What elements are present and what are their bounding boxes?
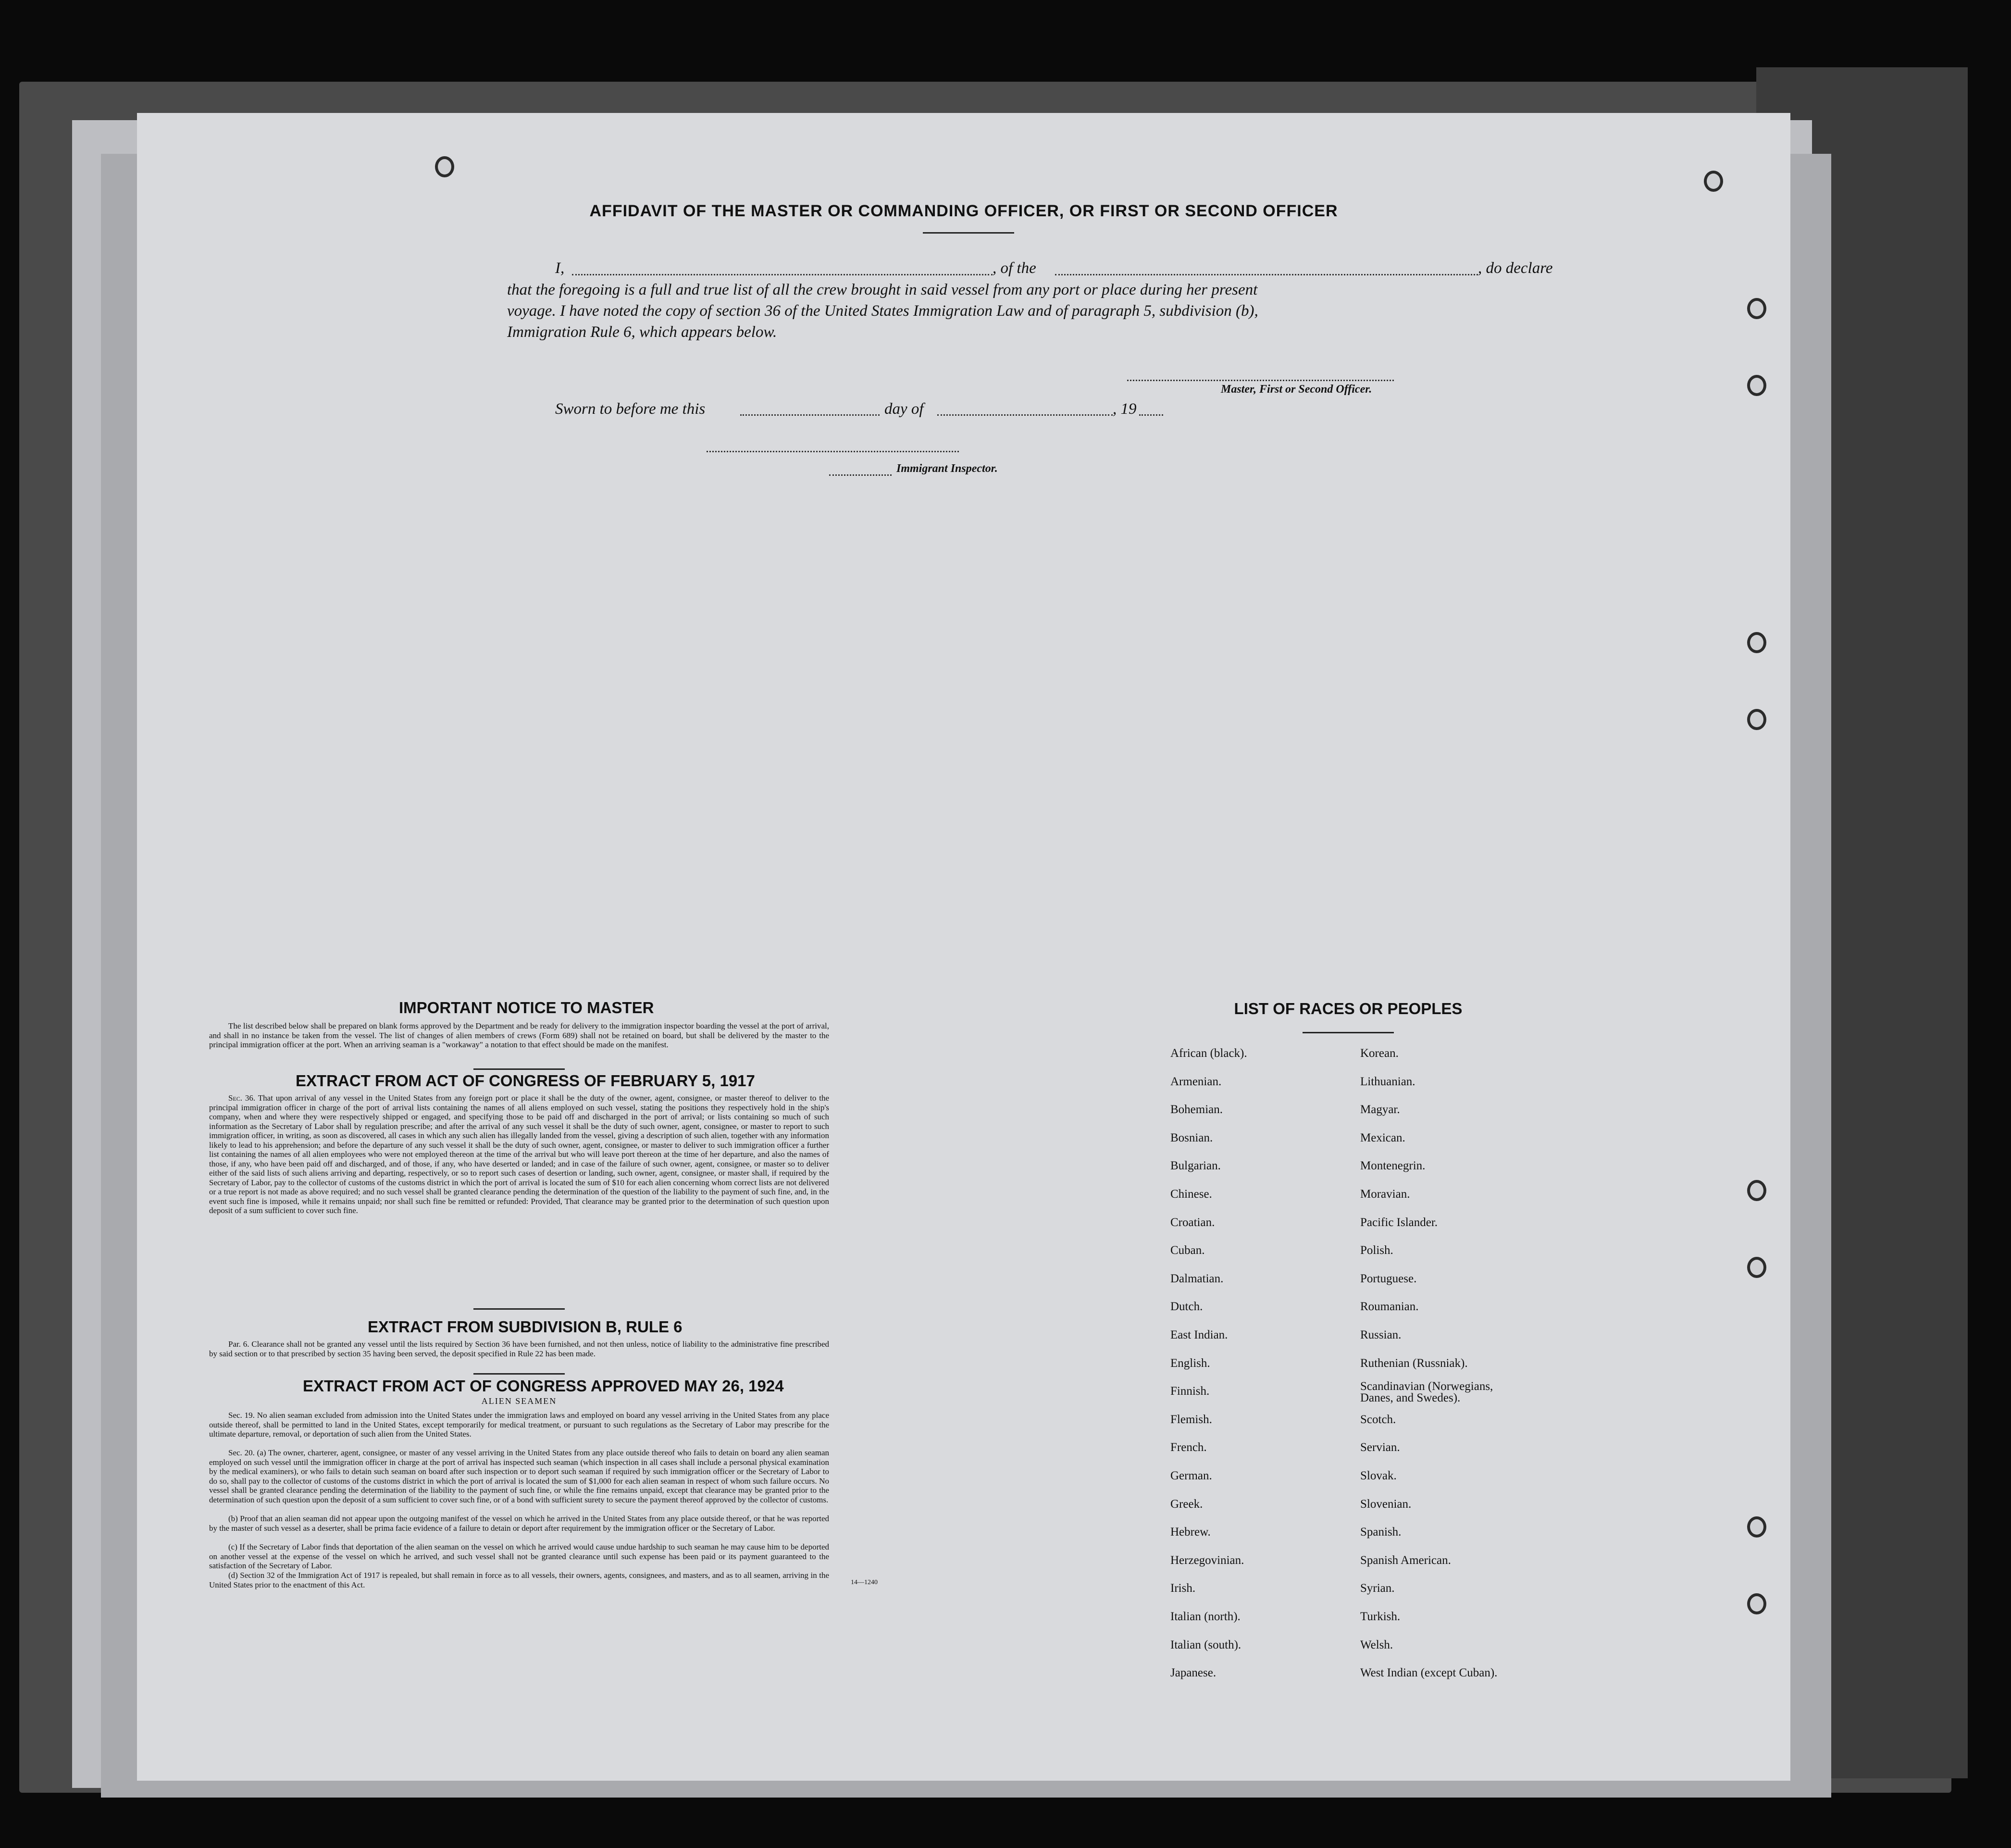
rule6-text: Par. 6. Clearance shall not be granted any vessel until the lists required by Section 36 have been furnished, and not then unless, notice of liability to the administrative fine prescribed by said section or to that prescribed by section 35 having been served, the deposit specified in Rule 22 has been made.: [209, 1339, 829, 1358]
race-item: Magyar.: [1360, 1103, 1400, 1116]
sec-20c-text: (c) If the Secretary of Labor finds that deportation of the alien seaman on the vessel on which he arrived would cause undue hardship to such seaman he may cause him to be deported on another vessel at the expense of the vessel on which he arrived, and such vessel shall not be granted clearance until such expense has been paid or its payment guaranteed to the satisfaction of the Secretary of Labor.: [209, 1542, 829, 1570]
sworn-year-field[interactable]: [1139, 414, 1163, 416]
race-item: Welsh.: [1360, 1638, 1393, 1651]
race-item: East Indian.: [1170, 1328, 1228, 1341]
race-item: Spanish.: [1360, 1526, 1402, 1539]
binding-hole-icon: [1747, 298, 1766, 319]
race-item: Mexican.: [1360, 1131, 1405, 1144]
extract-1917-title: EXTRACT FROM ACT OF CONGRESS OF FEBRUARY 5, 1917: [296, 1072, 755, 1090]
extract-1924-title: EXTRACT FROM ACT OF CONGRESS APPROVED MAY 26, 1924: [303, 1377, 784, 1395]
race-item: Finnish.: [1170, 1385, 1210, 1398]
sec-20d-text: (d) Section 32 of the Immigration Act of 1917 is repealed, but shall remain in force as to all vessels, their owners, agents, consignees, and masters, and as to all seamen, arriving in the United States prior to the enactment of this Act.: [209, 1571, 829, 1589]
race-item: Croatian.: [1170, 1215, 1215, 1229]
race-item: Greek.: [1170, 1497, 1203, 1511]
race-item: Lithuanian.: [1360, 1075, 1415, 1088]
race-item: Scotch.: [1360, 1413, 1396, 1426]
race-item: Slovak.: [1360, 1469, 1397, 1482]
extract-1917-divider: [473, 1308, 565, 1310]
sworn-day-field[interactable]: [740, 414, 880, 416]
race-item: Bulgarian.: [1170, 1159, 1221, 1173]
affidavit-line-3: voyage. I have noted the copy of section 36 of the United States Immigration Law and of paragraph 5, subdivision (b),: [507, 302, 1258, 320]
name-field[interactable]: [572, 274, 993, 275]
race-item: Pacific Islander.: [1360, 1215, 1438, 1229]
race-item: Herzegovinian.: [1170, 1553, 1244, 1567]
race-item: Russian.: [1360, 1328, 1402, 1341]
race-item: Spanish American.: [1360, 1553, 1451, 1567]
race-item: Dalmatian.: [1170, 1272, 1224, 1285]
binding-hole-icon: [1704, 171, 1723, 192]
sec-20a-text: Sec. 20. (a) The owner, charterer, agent, consignee, or master of any vessel arriving in the United States from any place outside thereof who fails to detain on board any alien seaman employed on such vessel until the immigration officer in charge at the port of arrival has inspected such seaman (which inspection in all cases shall include a personal physical examination by the medical examiners), or who fails to detain such seaman on board after such inspection or to deport such seaman if required by such immigration officer or the Secretary of Labor to do so, shall pay to the collector of customs of the customs district in which the port of arrival is located the sum of $1,000 for each alien seaman in respect of whom such failure occurs. No vessel shall be granted clearance pending the determination of the liability to the payment of such fine, or while the fine remains unpaid, except that clearance may be granted prior to the determination of such question upon the deposit of a sum sufficient to cover such fine, or of a bond with sufficient surety to secure the payment thereof approved by the collector of customs.: [209, 1448, 829, 1504]
inspector-signature-field[interactable]: [707, 451, 959, 452]
races-title-underline: [1303, 1032, 1394, 1033]
binding-hole-icon: [1747, 375, 1766, 396]
race-item: Roumanian.: [1360, 1300, 1419, 1314]
race-item: Scandinavian (Norwegians, Danes, and Swedes).: [1360, 1380, 1493, 1405]
race-item: French.: [1170, 1441, 1207, 1454]
race-item: Ruthenian (Russniak).: [1360, 1356, 1468, 1370]
race-item: Irish.: [1170, 1582, 1196, 1595]
sec-19-text: Sec. 19. No alien seaman excluded from admission into the United States under the immigration laws and employed on board any vessel arriving in the United States from any place outside thereof, shall be permitted to land in the United States, except temporarily for medical treatment, or pursuant to such regulations as the Secretary of Labor may prescribe for the ultimate departure, removal, or deportation of such alien from the United States.: [209, 1411, 829, 1439]
race-item: Italian (north).: [1170, 1610, 1241, 1623]
race-item: Korean.: [1360, 1047, 1399, 1060]
race-item: Japanese.: [1170, 1666, 1217, 1680]
race-item: Polish.: [1360, 1244, 1393, 1257]
sec-36-body: That upon arrival of any vessel in the United States from any foreign port or place it shall be the duty of the owner, agent, consignee, or master thereof to deliver to the principal immigration officer in charge of the port of arrival lists containing the names of all aliens employed on such vessel, stating the positions they respectively hold in the ship's company, when and where they were respectively shipped or engaged, and specifying those to be paid off and discharged in the port of arrival; or lists containing so much of such information as the Secretary of Labor shall by regulation prescribe; and after the arrival of any such vessel it shall be the duty of such owner, agent, consignee, or master to report to such immigration officer, in writing, as soon as discovered, all cases in which any such alien has illegally landed from the vessel, giving a description of such alien, together with any information likely to lead to his apprehension; and before the departure of any such vessel it shall be the duty of such owner, agent, consignee, or master to deliver to such immigration officer a further list containing the names of all alien employees who were not employed thereon at the time of the arrival but who will leave port thereon at the time of her departure, and also the names of those, if any, who have been paid off and discharged, and of those, if any, who have deserted or landed; and in case of the failure of such owner, agent, consignee, or master so to deliver either of the said lists of such aliens arriving and departing, respectively, or so to report such cases of desertion or landing, such owner, agent, consignee, or master shall, if required by the Secretary of Labor, pay to the collector of customs of the customs district in which the port of arrival is located the sum of $10 for each alien concerning whom correct lists are not delivered or a true report is not made as above required; and no such vessel shall be granted clearance pending the determination of the question of the liability to the payment of such fine, and, in the event such fine is imposed, while it remains unpaid; nor shall such fine be remitted or refunded: Provided, That clearance may be granted prior to the determination of such question upon deposit of a sum sufficient to cover such fine.: [209, 1093, 829, 1215]
sec-36-label: Sec. 36.: [228, 1093, 256, 1103]
vessel-field[interactable]: [1055, 274, 1478, 275]
notice-divider: [473, 1068, 565, 1070]
inspector-leader: [829, 474, 892, 476]
rule6-divider: [473, 1373, 565, 1375]
sec-20b-text: (b) Proof that an alien seaman did not appear upon the outgoing manifest of the vessel on which he arrived in the United States from any place outside thereof, or that he was reported by the master of such vessel as a deserter, shall be prima facie evidence of a failure to detain or deport after requirement by the immigration officer or the Secretary of Labor.: [209, 1514, 829, 1533]
race-item: Cuban.: [1170, 1244, 1205, 1257]
document-page: [137, 113, 1790, 1781]
race-item: Slovenian.: [1360, 1497, 1412, 1511]
binding-hole-icon: [435, 156, 454, 177]
affidavit-of-the-label: , of the: [993, 260, 1036, 277]
race-item: West Indian (except Cuban).: [1360, 1666, 1498, 1680]
binding-hole-icon: [1747, 709, 1766, 730]
race-item: Portuguese.: [1360, 1272, 1417, 1285]
race-item: Turkish.: [1360, 1610, 1401, 1623]
races-title: LIST OF RACES OR PEOPLES: [1234, 1000, 1463, 1017]
race-item: Bosnian.: [1170, 1131, 1213, 1144]
signature-caption: Master, First or Second Officer.: [1221, 383, 1372, 396]
sworn-month-field[interactable]: [937, 414, 1113, 416]
affidavit-line-4: Immigration Rule 6, which appears below.: [507, 323, 777, 341]
race-item: Bohemian.: [1170, 1103, 1223, 1116]
notice-text: The list described below shall be prepared on blank forms approved by the Department and be ready for delivery to the immigration inspector boarding the vessel at the port of arrival, and shall in no instance be taken from the vessel. The list of changes of alien members of crews (Form 689) shall not be retained on board, but shall be delivered by the master to the principal immigration officer at the port. When an arriving seaman is a "workaway" a notation to that effect should be made on the manifest.: [209, 1021, 829, 1049]
rule6-title: EXTRACT FROM SUBDIVISION B, RULE 6: [368, 1318, 683, 1336]
race-item: Armenian.: [1170, 1075, 1222, 1088]
race-item: Chinese.: [1170, 1188, 1212, 1201]
affidavit-i-label: I,: [555, 260, 565, 277]
sworn-label: Sworn to before me this: [555, 400, 706, 418]
race-item: Flemish.: [1170, 1413, 1212, 1426]
affidavit-line-2: that the foregoing is a full and true list of all the crew brought in said vessel from any port or place during her present: [507, 281, 1258, 298]
race-item: African (black).: [1170, 1047, 1247, 1060]
inspector-caption: Immigrant Inspector.: [896, 462, 998, 475]
binding-hole-icon: [1747, 1593, 1766, 1614]
race-item: Moravian.: [1360, 1188, 1410, 1201]
form-number: 14—1240: [851, 1579, 878, 1586]
race-item: Syrian.: [1360, 1582, 1395, 1595]
extract-1917-text: [209, 1093, 829, 1215]
race-item: Hebrew.: [1170, 1526, 1211, 1539]
race-item: English.: [1170, 1356, 1210, 1370]
race-item: Servian.: [1360, 1441, 1400, 1454]
affidavit-declare-label: , do declare: [1478, 260, 1553, 277]
officer-signature-field[interactable]: [1127, 380, 1394, 381]
affidavit-title: AFFIDAVIT OF THE MASTER OR COMMANDING OFFICER, OR FIRST OR SECOND OFFICER: [589, 202, 1338, 220]
day-of-label: day of: [884, 400, 924, 418]
alien-seamen-subtitle: ALIEN SEAMEN: [481, 1396, 557, 1406]
binding-hole-icon: [1747, 1257, 1766, 1278]
binding-hole-icon: [1747, 1180, 1766, 1201]
race-item: Montenegrin.: [1360, 1159, 1426, 1173]
race-item: Italian (south).: [1170, 1638, 1241, 1651]
binding-hole-icon: [1747, 632, 1766, 653]
race-item: German.: [1170, 1469, 1212, 1482]
race-item: Dutch.: [1170, 1300, 1203, 1314]
binding-hole-icon: [1747, 1516, 1766, 1538]
year-label: , 19: [1113, 400, 1137, 418]
title-underline: [923, 232, 1014, 234]
notice-title: IMPORTANT NOTICE TO MASTER: [399, 999, 654, 1017]
